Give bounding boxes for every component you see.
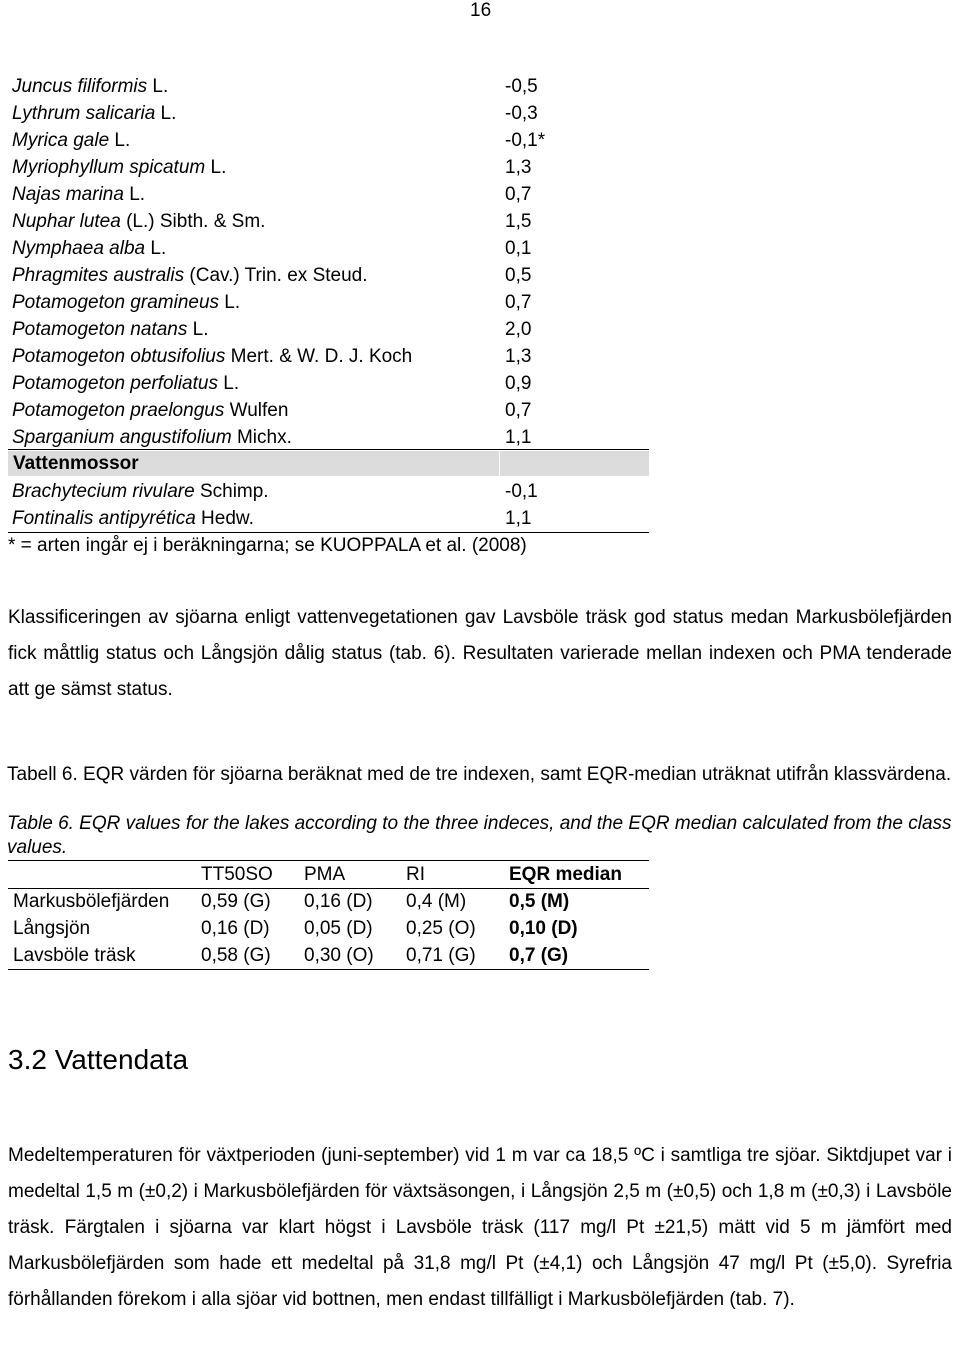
species-author: L. <box>219 292 241 313</box>
species-name: Potamogeton gramineus <box>12 292 220 313</box>
species-value: 1,5 <box>505 211 532 232</box>
species-value: 0,5 <box>505 265 532 286</box>
species-author: L. <box>145 238 167 259</box>
species-name: Potamogeton perfoliatus <box>12 373 218 394</box>
table-header: TT50SO <box>201 864 273 885</box>
species-name: Fontinalis antipyrética <box>12 508 196 529</box>
species-value: 0,7 <box>505 400 532 421</box>
species-name: Potamogeton obtusifolius <box>12 346 226 367</box>
table-row <box>8 942 649 969</box>
divider <box>8 449 649 450</box>
moss-row <box>0 478 960 505</box>
species-value: 0,7 <box>505 184 532 205</box>
species-author: L. <box>109 130 131 151</box>
paragraph-classification: Klassificeringen av sjöarna enligt vattenvegetationen gav Lavsböle träsk god status medan Markusbölefjärden fick måttlig status och Långsjön dålig status (tab. 6). Resultaten varierade mellan indexen och PMA tenderade att ge sämst status. <box>8 607 952 700</box>
table-cell: 0,58 (G) <box>201 945 271 966</box>
species-author: L. <box>187 319 209 340</box>
table-cell: 0,10 (D) <box>509 918 578 939</box>
table-cell: 0,59 (G) <box>201 891 271 912</box>
table-cell: 0,16 (D) <box>201 918 270 939</box>
species-value: -0,1 <box>505 481 538 502</box>
species-name: Najas marina <box>12 184 124 205</box>
species-value: 0,9 <box>505 373 532 394</box>
species-name: Nymphaea alba <box>12 238 146 259</box>
paragraph-water-data: Medeltemperaturen för växtperioden (juni-september) vid 1 m var ca 18,5 ºC i samtliga tre sjöar. Siktdjupet var i medeltal 1,5 m (±0,2) i Markusbölefjärden för växtsäsongen, i Långsjön 2,5 m (±0,5) och 1,8 m (±0,3) i Lavsböle träsk. Färgtalen i sjöarna var klart högst i Lavsböle träsk (117 mg/l Pt ±21,5) mätt vid 5 m jämfört med Markusbölefjärden som hade ett medeltal på 31,8 mg/l Pt (±4,1) och Långsjön 47 mg/l Pt (±5,0). Syrefria förhållanden förekom i alla sjöar vid bottnen, men endast tillfälligt i Markusbölefjärden (tab. 7). <box>8 1145 952 1310</box>
vattenmossor-heading <box>8 451 649 476</box>
divider <box>8 532 649 533</box>
species-value: 1,1 <box>505 508 532 529</box>
table-caption-en: Table 6. EQR values for the lakes according to the three indeces, and the EQR median calculated from the class values. <box>7 813 952 858</box>
divider <box>8 969 649 970</box>
table-cell: Markusbölefjärden <box>13 891 170 912</box>
table-header: RI <box>406 864 425 885</box>
eqr-table <box>8 860 649 969</box>
species-author: L. <box>155 103 177 124</box>
species-value: 1,3 <box>505 157 532 178</box>
species-name: Sparganium angustifolium <box>12 427 232 448</box>
table-cell: 0,30 (O) <box>304 945 374 966</box>
section-heading: 3.2 Vattendata <box>8 1044 189 1075</box>
species-author: Michx. <box>231 427 292 448</box>
species-name: Nuphar lutea <box>12 211 121 232</box>
species-author: (L.) Sibth. & Sm. <box>120 211 266 232</box>
species-value: -0,5 <box>505 76 538 97</box>
species-author: (Cav.) Trin. ex Steud. <box>184 265 368 286</box>
table-cell: 0,25 (O) <box>406 918 476 939</box>
species-value: 2,0 <box>505 319 532 340</box>
table-cell: Lavsböle träsk <box>13 945 136 966</box>
species-author: Wulfen <box>224 400 289 421</box>
species-value: -0,1* <box>505 130 546 151</box>
species-value: 1,3 <box>505 346 532 367</box>
table-row <box>8 888 649 915</box>
table-cell: 0,16 (D) <box>304 891 373 912</box>
cell-divider <box>499 451 500 476</box>
species-author: L. <box>123 184 146 205</box>
vattenmossor-label: Vattenmossor <box>13 453 139 474</box>
species-name: Brachytecium rivulare <box>12 481 195 502</box>
table-row <box>8 915 649 942</box>
table-cell: 0,05 (D) <box>304 918 373 939</box>
table-header: EQR median <box>509 864 622 885</box>
page-number: 16 <box>470 0 492 21</box>
table-header: PMA <box>304 864 346 885</box>
table-cell: 0,71 (G) <box>406 945 476 966</box>
species-name: Potamogeton praelongus <box>12 400 225 421</box>
moss-row <box>0 505 960 532</box>
species-author: L. <box>205 157 227 178</box>
species-name: Juncus filiformis <box>12 76 148 97</box>
species-name: Potamogeton natans <box>12 319 188 340</box>
table-cell: 0,7 (G) <box>509 945 569 966</box>
species-value: 0,1 <box>505 238 532 259</box>
species-author: L. <box>147 76 169 97</box>
footnote: * = arten ingår ej i beräkningarna; se KUOPPALA et al. (2008) <box>8 535 527 556</box>
table-cell: Långsjön <box>13 918 91 939</box>
species-author: Schimp. <box>194 481 269 502</box>
species-name: Phragmites australis <box>12 265 185 286</box>
species-author: L. <box>217 373 240 394</box>
species-author: Hedw. <box>195 508 254 529</box>
species-name: Myrica gale <box>12 130 110 151</box>
species-author: Mert. & W. D. J. Koch <box>225 346 413 367</box>
species-name: Myriophyllum spicatum <box>12 157 206 178</box>
species-name: Lythrum salicaria <box>12 103 156 124</box>
table-caption-sv: Tabell 6. EQR värden för sjöarna beräknat med de tre indexen, samt EQR-median uträknat utifrån klassvärdena. <box>7 764 952 785</box>
table-cell: 0,5 (M) <box>509 891 570 912</box>
species-value: -0,3 <box>505 103 538 124</box>
table-cell: 0,4 (M) <box>406 891 467 912</box>
species-value: 1,1 <box>505 427 532 448</box>
species-value: 0,7 <box>505 292 532 313</box>
table-header-row <box>8 861 649 888</box>
